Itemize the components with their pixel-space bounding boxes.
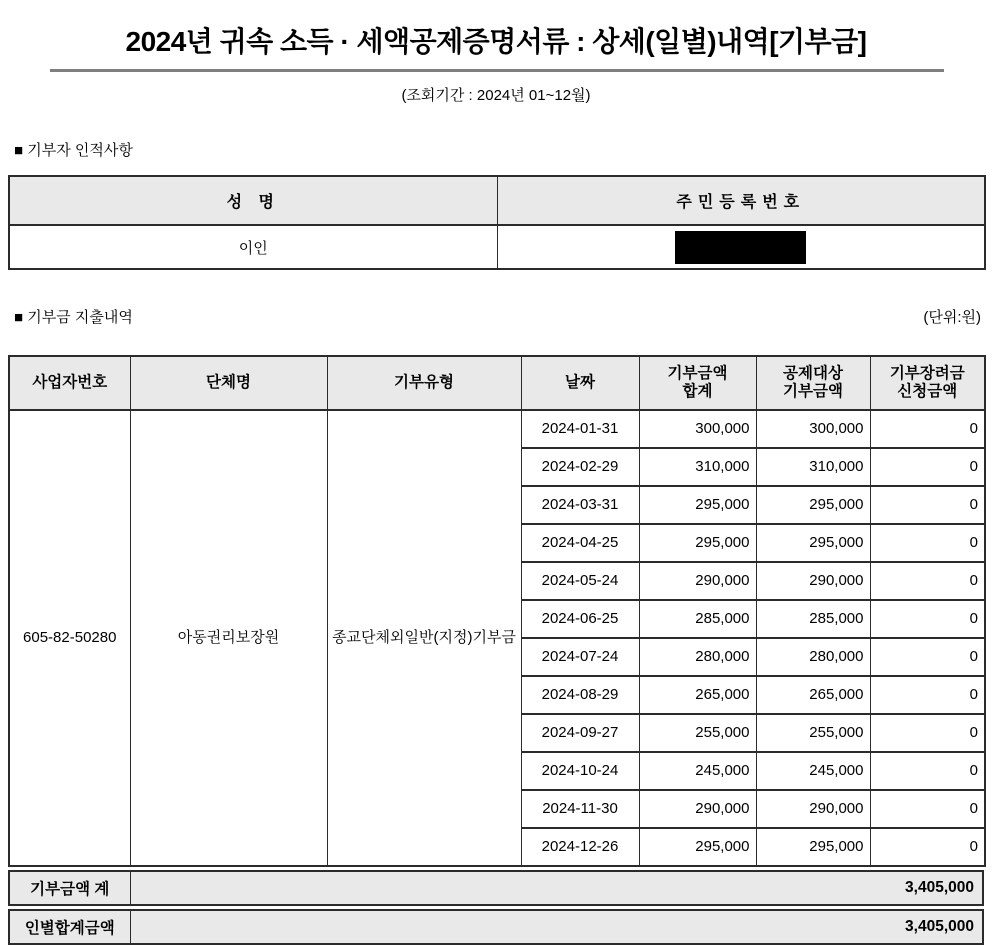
rrn-redaction-box (675, 231, 806, 264)
rrn-column-header: 주민등록번호 (497, 176, 985, 225)
deductible-amount-cell: 290,000 (756, 790, 870, 828)
incentive-amount-cell: 0 (870, 828, 985, 866)
total-amount-cell: 295,000 (639, 524, 756, 562)
page-title: 2024년 귀속 소득 · 세액공제증명서류 : 상세(일별)내역[기부금] (125, 26, 867, 57)
incentive-amount-cell: 0 (870, 714, 985, 752)
deductible-amount-cell: 295,000 (756, 828, 870, 866)
donation-row (9, 410, 985, 448)
donation-section-heading: ■ 기부금 지출내역 (14, 309, 133, 326)
column-header-total-amount: 기부금액 합계 (639, 356, 756, 410)
donor-data-row (9, 225, 985, 269)
column-header-date: 날짜 (521, 356, 639, 410)
total-amount-cell: 290,000 (639, 790, 756, 828)
donor-header-row (9, 176, 985, 225)
deductible-amount-cell: 295,000 (756, 486, 870, 524)
deductible-amount-cell: 255,000 (756, 714, 870, 752)
total-amount-cell: 245,000 (639, 752, 756, 790)
column-header-incentive-amount: 기부장려금 신청금액 (870, 356, 985, 410)
donation-detail-table (8, 355, 986, 867)
title-underline (50, 69, 944, 72)
incentive-amount-cell: 0 (870, 448, 985, 486)
total-amount-cell: 310,000 (639, 448, 756, 486)
deductible-amount-cell: 295,000 (756, 524, 870, 562)
total-amount-cell: 295,000 (639, 828, 756, 866)
date-cell: 2024-08-29 (521, 676, 639, 714)
incentive-amount-cell: 0 (870, 486, 985, 524)
person-total-summary-row (8, 909, 984, 945)
organization-cell: 아동권리보장원 (130, 410, 327, 866)
person-total-label: 인별합계금액 (9, 910, 130, 944)
donation-section-header-row (8, 306, 984, 327)
date-cell: 2024-09-27 (521, 714, 639, 752)
total-amount-cell: 295,000 (639, 486, 756, 524)
date-cell: 2024-10-24 (521, 752, 639, 790)
incentive-amount-cell: 0 (870, 600, 985, 638)
incentive-amount-cell: 0 (870, 752, 985, 790)
deductible-amount-cell: 310,000 (756, 448, 870, 486)
incentive-amount-cell: 0 (870, 638, 985, 676)
donation-total-summary-row (8, 870, 984, 906)
deductible-amount-cell: 300,000 (756, 410, 870, 448)
donor-info-table (8, 175, 986, 270)
column-header-organization: 단체명 (130, 356, 327, 410)
column-header-deductible-amount: 공제대상 기부금액 (756, 356, 870, 410)
query-period-subtitle: (조회기간 : 2024년 01~12월) (401, 87, 591, 104)
date-cell: 2024-12-26 (521, 828, 639, 866)
incentive-amount-cell: 0 (870, 562, 985, 600)
date-cell: 2024-01-31 (521, 410, 639, 448)
deductible-amount-cell: 290,000 (756, 562, 870, 600)
column-header-business-number: 사업자번호 (9, 356, 130, 410)
incentive-amount-cell: 0 (870, 410, 985, 448)
name-column-header: 성 명 (9, 176, 497, 225)
column-header-donation-type: 기부유형 (327, 356, 521, 410)
donation-total-label: 기부금액 계 (9, 871, 130, 905)
date-cell: 2024-03-31 (521, 486, 639, 524)
date-cell: 2024-11-30 (521, 790, 639, 828)
date-cell: 2024-02-29 (521, 448, 639, 486)
incentive-amount-cell: 0 (870, 676, 985, 714)
incentive-amount-cell: 0 (870, 790, 985, 828)
deductible-amount-cell: 265,000 (756, 676, 870, 714)
date-cell: 2024-06-25 (521, 600, 639, 638)
total-amount-cell: 265,000 (639, 676, 756, 714)
unit-label: (단위:원) (923, 309, 981, 326)
total-amount-cell: 290,000 (639, 562, 756, 600)
deductible-amount-cell: 245,000 (756, 752, 870, 790)
date-cell: 2024-04-25 (521, 524, 639, 562)
total-amount-cell: 285,000 (639, 600, 756, 638)
person-total-value: 3,405,000 (130, 910, 983, 944)
deductible-amount-cell: 280,000 (756, 638, 870, 676)
rrn-value-cell (497, 225, 985, 269)
incentive-amount-cell: 0 (870, 524, 985, 562)
deductible-amount-cell: 285,000 (756, 600, 870, 638)
business-number-cell: 605-82-50280 (9, 410, 130, 866)
donor-info-section-heading: ■ 기부자 인적사항 (14, 142, 133, 159)
donation-type-cell: 종교단체외일반(지정)기부금 (327, 410, 521, 866)
donor-name-value: 이인 (9, 225, 497, 269)
donation-header-row (9, 356, 985, 410)
date-cell: 2024-05-24 (521, 562, 639, 600)
total-amount-cell: 280,000 (639, 638, 756, 676)
total-amount-cell: 255,000 (639, 714, 756, 752)
donation-total-value: 3,405,000 (130, 871, 983, 905)
date-cell: 2024-07-24 (521, 638, 639, 676)
total-amount-cell: 300,000 (639, 410, 756, 448)
